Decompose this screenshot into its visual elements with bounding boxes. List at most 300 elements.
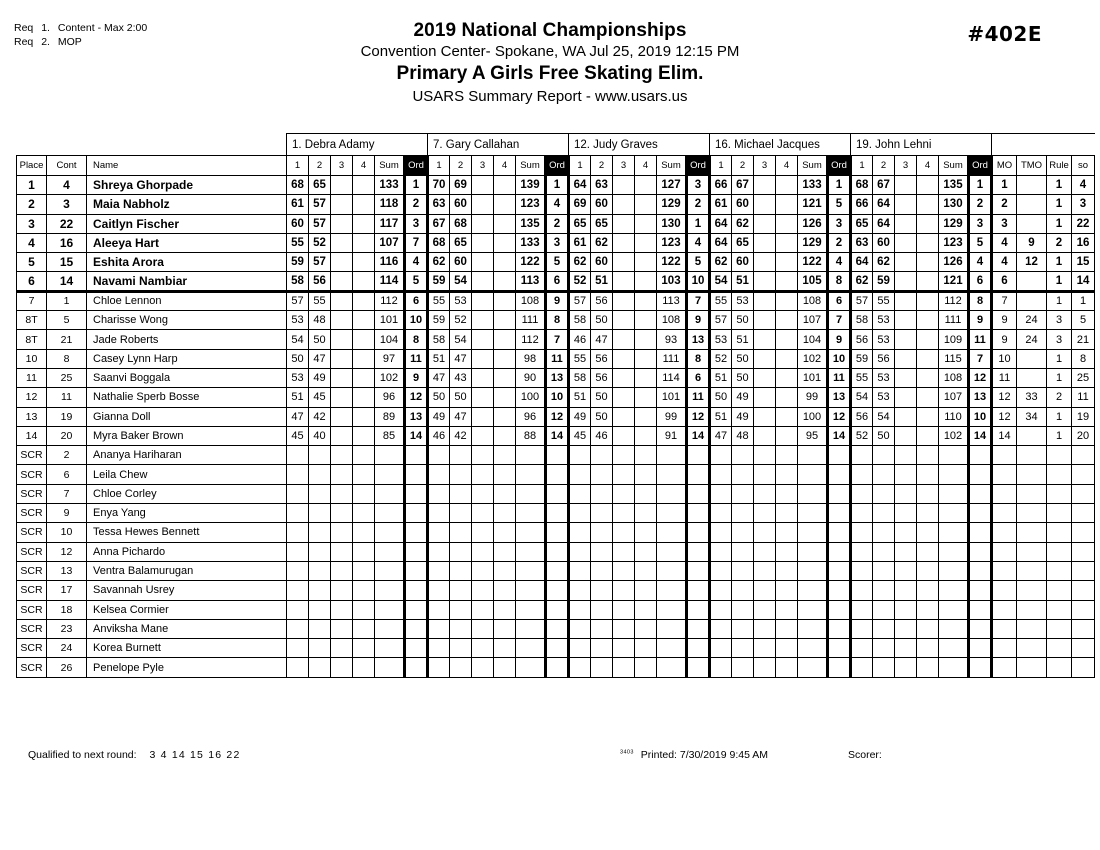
cell-ordinal-j5: 7: [969, 349, 992, 368]
venue-datetime: Convention Center- Spokane, WA Jul 25, 2019 12:15 PM: [360, 43, 740, 60]
cell-sum-j1: [375, 639, 405, 658]
cell-ordinal-j1: 11: [405, 349, 428, 368]
cell-score-j5-e2: 53: [873, 368, 895, 387]
cell-sum-j5: 115: [939, 349, 969, 368]
cell-so: 25: [1072, 368, 1095, 387]
cell-sum-j5: 110: [939, 407, 969, 426]
cell-score-j3-e1: 51: [569, 388, 591, 407]
cell-score-j3-e4: [635, 504, 657, 523]
cell-score-j4-e3: [754, 176, 776, 195]
cell-place: 10: [17, 349, 47, 368]
cell-score-j2-e1: 68: [428, 233, 450, 252]
column-header-ord-j4: Ord: [828, 156, 851, 176]
cell-score-j2-e2: [450, 561, 472, 580]
event-code: #402E: [967, 22, 1042, 46]
cell-score-j1-e1: 60: [287, 214, 309, 233]
column-header-score1-j2: 1: [428, 156, 450, 176]
cell-score-j5-e2: [873, 523, 895, 542]
cell-mo: [992, 465, 1017, 484]
column-header-score1-j1: 1: [287, 156, 309, 176]
cell-so: [1072, 581, 1095, 600]
cell-sum-j1: [375, 561, 405, 580]
cell-score-j1-e3: [331, 619, 353, 638]
cell-skater-name: Anna Pichardo: [87, 542, 287, 561]
cell-score-j4-e2: [732, 581, 754, 600]
cell-score-j3-e1: [569, 504, 591, 523]
cell-score-j5-e2: 60: [873, 233, 895, 252]
cell-ordinal-j3: [687, 581, 710, 600]
cell-rule: [1047, 465, 1072, 484]
cell-score-j5-e4: [917, 195, 939, 214]
cell-sum-j2: [516, 600, 546, 619]
cell-ordinal-j5: 2: [969, 195, 992, 214]
judge-name-5: 19. John Lehni: [851, 134, 992, 156]
cell-score-j1-e4: [353, 465, 375, 484]
cell-score-j2-e3: [472, 639, 494, 658]
cell-sum-j2: [516, 484, 546, 503]
cell-score-j2-e3: [472, 426, 494, 445]
cell-score-j5-e3: [895, 465, 917, 484]
cell-skater-name: Ventra Balamurugan: [87, 561, 287, 580]
cell-tmo: [1017, 465, 1047, 484]
cell-sum-j2: [516, 504, 546, 523]
cell-score-j3-e1: 58: [569, 368, 591, 387]
cell-ordinal-j4: 9: [828, 330, 851, 349]
cell-score-j2-e1: 47: [428, 368, 450, 387]
cell-ordinal-j4: [828, 581, 851, 600]
cell-score-j4-e1: 53: [710, 330, 732, 349]
cell-score-j2-e4: [494, 272, 516, 291]
cell-score-j1-e4: [353, 600, 375, 619]
cell-rule: 1: [1047, 272, 1072, 291]
cell-score-j4-e1: [710, 504, 732, 523]
cell-ordinal-j4: 6: [828, 291, 851, 310]
cell-ordinal-j1: 9: [405, 368, 428, 387]
cell-so: [1072, 639, 1095, 658]
cell-score-j2-e2: [450, 619, 472, 638]
cell-sum-j1: 117: [375, 214, 405, 233]
cell-score-j4-e4: [776, 388, 798, 407]
cell-score-j4-e3: [754, 368, 776, 387]
cell-score-j2-e1: 50: [428, 388, 450, 407]
cell-score-j2-e1: [428, 504, 450, 523]
cell-score-j1-e2: [309, 523, 331, 542]
cell-score-j4-e1: [710, 600, 732, 619]
cell-score-j4-e4: [776, 195, 798, 214]
cell-sum-j4: [798, 504, 828, 523]
cell-ordinal-j4: [828, 658, 851, 677]
cell-tmo: [1017, 176, 1047, 195]
cell-score-j1-e1: [287, 446, 309, 465]
cell-score-j4-e1: [710, 639, 732, 658]
cell-score-j3-e3: [613, 426, 635, 445]
table-row: [17, 272, 1095, 291]
cell-score-j1-e2: 42: [309, 407, 331, 426]
cell-ordinal-j5: [969, 619, 992, 638]
cell-score-j4-e2: 67: [732, 176, 754, 195]
cell-so: 8: [1072, 349, 1095, 368]
cell-score-j2-e3: [472, 619, 494, 638]
cell-score-j2-e4: [494, 658, 516, 677]
cell-score-j4-e4: [776, 600, 798, 619]
cell-score-j5-e4: [917, 523, 939, 542]
cell-score-j3-e3: [613, 388, 635, 407]
cell-sum-j5: [939, 542, 969, 561]
cell-ordinal-j3: 10: [687, 272, 710, 291]
cell-score-j3-e2: 47: [591, 330, 613, 349]
cell-so: 15: [1072, 253, 1095, 272]
cell-ordinal-j5: 13: [969, 388, 992, 407]
cell-score-j3-e2: 46: [591, 426, 613, 445]
cell-score-j2-e2: [450, 581, 472, 600]
cell-contestant-number: 11: [47, 388, 87, 407]
cell-score-j2-e1: 59: [428, 272, 450, 291]
cell-place: 3: [17, 214, 47, 233]
cell-sum-j1: [375, 446, 405, 465]
cell-score-j4-e1: 51: [710, 407, 732, 426]
cell-score-j4-e4: [776, 658, 798, 677]
cell-sum-j1: [375, 465, 405, 484]
cell-ordinal-j5: [969, 581, 992, 600]
cell-ordinal-j3: 11: [687, 388, 710, 407]
cell-score-j2-e2: 54: [450, 330, 472, 349]
cell-ordinal-j4: [828, 446, 851, 465]
cell-score-j2-e4: [494, 214, 516, 233]
cell-score-j1-e1: 57: [287, 291, 309, 310]
cell-sum-j4: 133: [798, 176, 828, 195]
cell-tmo: 33: [1017, 388, 1047, 407]
cell-score-j2-e3: [472, 581, 494, 600]
cell-ordinal-j1: [405, 639, 428, 658]
cell-score-j4-e1: 54: [710, 272, 732, 291]
cell-score-j5-e1: [851, 484, 873, 503]
cell-score-j5-e2: 56: [873, 349, 895, 368]
cell-score-j3-e3: [613, 600, 635, 619]
cell-score-j2-e4: [494, 465, 516, 484]
cell-score-j5-e4: [917, 311, 939, 330]
cell-score-j3-e4: [635, 658, 657, 677]
requirement-number: 2.: [41, 35, 50, 48]
column-header-so: so: [1072, 156, 1095, 176]
cell-score-j4-e1: 64: [710, 214, 732, 233]
cell-sum-j2: [516, 658, 546, 677]
cell-sum-j1: 107: [375, 233, 405, 252]
cell-score-j4-e2: 49: [732, 388, 754, 407]
cell-so: [1072, 446, 1095, 465]
cell-sum-j3: [657, 658, 687, 677]
cell-sum-j3: 111: [657, 349, 687, 368]
requirement-label: Req: [14, 22, 34, 34]
cell-mo: 7: [992, 291, 1017, 310]
cell-score-j4-e3: [754, 619, 776, 638]
judge-name-4: 16. Michael Jacques: [710, 134, 851, 156]
cell-score-j1-e1: [287, 600, 309, 619]
cell-score-j1-e2: 56: [309, 272, 331, 291]
cell-score-j4-e4: [776, 504, 798, 523]
cell-score-j4-e1: 47: [710, 426, 732, 445]
cell-score-j2-e3: [472, 600, 494, 619]
cell-ordinal-j2: [546, 465, 569, 484]
cell-sum-j5: [939, 561, 969, 580]
cell-ordinal-j3: 5: [687, 253, 710, 272]
cell-tmo: [1017, 349, 1047, 368]
table-row: [17, 542, 1095, 561]
cell-sum-j1: 96: [375, 388, 405, 407]
cell-place: 11: [17, 368, 47, 387]
cell-score-j2-e1: 62: [428, 253, 450, 272]
cell-sum-j5: [939, 600, 969, 619]
cell-score-j2-e1: [428, 542, 450, 561]
cell-score-j4-e1: [710, 658, 732, 677]
cell-score-j5-e4: [917, 272, 939, 291]
cell-ordinal-j5: [969, 465, 992, 484]
cell-so: 5: [1072, 311, 1095, 330]
cell-score-j3-e4: [635, 407, 657, 426]
cell-score-j4-e3: [754, 311, 776, 330]
cell-score-j2-e2: 69: [450, 176, 472, 195]
cell-score-j5-e3: [895, 542, 917, 561]
cell-ordinal-j3: 1: [687, 214, 710, 233]
table-row: [17, 291, 1095, 310]
cell-score-j5-e4: [917, 600, 939, 619]
cell-ordinal-j5: 1: [969, 176, 992, 195]
cell-place: SCR: [17, 523, 47, 542]
cell-sum-j1: 101: [375, 311, 405, 330]
cell-score-j5-e4: [917, 658, 939, 677]
cell-score-j3-e3: [613, 561, 635, 580]
cell-ordinal-j4: [828, 542, 851, 561]
column-header-score1-j4: 1: [710, 156, 732, 176]
cell-score-j3-e2: [591, 542, 613, 561]
cell-rule: [1047, 619, 1072, 638]
cell-score-j1-e4: [353, 658, 375, 677]
cell-score-j1-e4: [353, 176, 375, 195]
cell-score-j3-e3: [613, 330, 635, 349]
cell-score-j1-e1: [287, 561, 309, 580]
cell-contestant-number: 10: [47, 523, 87, 542]
table-row: [17, 233, 1095, 252]
cell-score-j5-e4: [917, 581, 939, 600]
cell-score-j4-e2: [732, 465, 754, 484]
cell-sum-j3: 101: [657, 388, 687, 407]
cell-sum-j2: 96: [516, 407, 546, 426]
printed-timestamp: 7/30/2019 9:45 AM: [679, 749, 769, 761]
cell-score-j5-e1: 63: [851, 233, 873, 252]
table-row: [17, 195, 1095, 214]
cell-rule: 1: [1047, 291, 1072, 310]
cell-ordinal-j1: [405, 465, 428, 484]
cell-score-j4-e1: [710, 581, 732, 600]
cell-sum-j1: 114: [375, 272, 405, 291]
cell-score-j1-e3: [331, 426, 353, 445]
cell-score-j5-e4: [917, 330, 939, 349]
cell-score-j3-e1: [569, 600, 591, 619]
cell-score-j3-e4: [635, 368, 657, 387]
cell-ordinal-j5: 4: [969, 253, 992, 272]
cell-score-j1-e4: [353, 233, 375, 252]
cell-sum-j3: 114: [657, 368, 687, 387]
judge-name-1: 1. Debra Adamy: [287, 134, 428, 156]
cell-skater-name: Gianna Doll: [87, 407, 287, 426]
cell-score-j2-e2: 50: [450, 388, 472, 407]
cell-tmo: [1017, 523, 1047, 542]
cell-sum-j1: [375, 484, 405, 503]
cell-sum-j2: [516, 581, 546, 600]
cell-score-j2-e4: [494, 523, 516, 542]
cell-score-j3-e2: 60: [591, 195, 613, 214]
cell-so: [1072, 561, 1095, 580]
cell-score-j5-e1: [851, 504, 873, 523]
cell-skater-name: Saanvi Boggala: [87, 368, 287, 387]
cell-score-j3-e3: [613, 349, 635, 368]
cell-score-j4-e2: 49: [732, 407, 754, 426]
cell-score-j3-e3: [613, 253, 635, 272]
cell-ordinal-j5: 3: [969, 214, 992, 233]
cell-score-j5-e2: 64: [873, 214, 895, 233]
cell-ordinal-j4: [828, 600, 851, 619]
cell-score-j1-e1: [287, 484, 309, 503]
cell-tmo: [1017, 214, 1047, 233]
cell-so: [1072, 484, 1095, 503]
cell-score-j3-e3: [613, 484, 635, 503]
cell-skater-name: Jade Roberts: [87, 330, 287, 349]
cell-ordinal-j4: [828, 639, 851, 658]
column-header-ord-j3: Ord: [687, 156, 710, 176]
cell-tmo: [1017, 368, 1047, 387]
column-header-score4-j3: 4: [635, 156, 657, 176]
cell-skater-name: Aleeya Hart: [87, 233, 287, 252]
cell-score-j4-e2: [732, 639, 754, 658]
cell-tmo: [1017, 561, 1047, 580]
cell-score-j5-e1: 56: [851, 407, 873, 426]
cell-score-j1-e3: [331, 330, 353, 349]
cell-score-j1-e2: 57: [309, 253, 331, 272]
cell-score-j5-e4: [917, 291, 939, 310]
cell-score-j4-e3: [754, 484, 776, 503]
qualified-to-next-round: [28, 749, 240, 761]
cell-ordinal-j2: 14: [546, 426, 569, 445]
cell-score-j3-e1: [569, 484, 591, 503]
cell-tmo: [1017, 600, 1047, 619]
cell-score-j3-e3: [613, 176, 635, 195]
cell-score-j2-e1: [428, 639, 450, 658]
cell-ordinal-j3: 9: [687, 311, 710, 330]
cell-rule: [1047, 446, 1072, 465]
cell-rule: 1: [1047, 349, 1072, 368]
cell-ordinal-j3: [687, 600, 710, 619]
cell-rule: [1047, 523, 1072, 542]
cell-score-j2-e2: 47: [450, 407, 472, 426]
cell-sum-j2: [516, 561, 546, 580]
cell-score-j1-e2: 57: [309, 195, 331, 214]
cell-score-j1-e3: [331, 600, 353, 619]
cell-score-j3-e2: 50: [591, 388, 613, 407]
cell-score-j2-e3: [472, 465, 494, 484]
cell-score-j2-e1: [428, 465, 450, 484]
cell-rule: 3: [1047, 311, 1072, 330]
cell-ordinal-j5: [969, 484, 992, 503]
cell-skater-name: Kelsea Cormier: [87, 600, 287, 619]
cell-score-j1-e2: [309, 446, 331, 465]
cell-ordinal-j4: [828, 504, 851, 523]
cell-contestant-number: 8: [47, 349, 87, 368]
cell-mo: [992, 504, 1017, 523]
cell-ordinal-j3: 7: [687, 291, 710, 310]
cell-score-j1-e1: [287, 619, 309, 638]
cell-sum-j5: 107: [939, 388, 969, 407]
cell-score-j1-e4: [353, 484, 375, 503]
cell-score-j5-e3: [895, 484, 917, 503]
requirement-text: MOP: [57, 35, 82, 48]
cell-rule: [1047, 658, 1072, 677]
cell-score-j1-e4: [353, 542, 375, 561]
cell-score-j5-e2: [873, 581, 895, 600]
cell-score-j4-e4: [776, 446, 798, 465]
cell-ordinal-j2: [546, 658, 569, 677]
cell-sum-j4: 102: [798, 349, 828, 368]
cell-score-j4-e2: [732, 446, 754, 465]
cell-score-j3-e1: 58: [569, 311, 591, 330]
cell-sum-j1: 118: [375, 195, 405, 214]
cell-score-j3-e4: [635, 195, 657, 214]
cell-score-j4-e3: [754, 504, 776, 523]
cell-ordinal-j2: [546, 523, 569, 542]
cell-score-j3-e1: [569, 465, 591, 484]
printed-label: Printed:: [640, 749, 677, 761]
cell-score-j1-e3: [331, 639, 353, 658]
cell-score-j2-e1: [428, 600, 450, 619]
cell-score-j4-e3: [754, 542, 776, 561]
cell-contestant-number: 24: [47, 639, 87, 658]
cell-ordinal-j3: [687, 484, 710, 503]
column-header-score2-j5: 2: [873, 156, 895, 176]
cell-skater-name: Casey Lynn Harp: [87, 349, 287, 368]
cell-score-j5-e3: [895, 504, 917, 523]
cell-ordinal-j1: 2: [405, 195, 428, 214]
cell-sum-j1: [375, 542, 405, 561]
cell-mo: [992, 542, 1017, 561]
cell-score-j5-e1: [851, 619, 873, 638]
cell-rule: [1047, 561, 1072, 580]
cell-score-j3-e4: [635, 426, 657, 445]
cell-place: 7: [17, 291, 47, 310]
cell-sum-j4: 95: [798, 426, 828, 445]
cell-score-j3-e2: [591, 504, 613, 523]
cell-score-j1-e3: [331, 233, 353, 252]
cell-score-j2-e4: [494, 504, 516, 523]
cell-so: 14: [1072, 272, 1095, 291]
cell-ordinal-j5: 9: [969, 311, 992, 330]
cell-score-j5-e1: [851, 465, 873, 484]
cell-score-j5-e4: [917, 542, 939, 561]
cell-score-j1-e1: 47: [287, 407, 309, 426]
cell-sum-j5: [939, 504, 969, 523]
cell-score-j4-e2: [732, 619, 754, 638]
cell-score-j4-e4: [776, 465, 798, 484]
cell-score-j1-e3: [331, 176, 353, 195]
cell-score-j1-e3: [331, 388, 353, 407]
cell-sum-j1: 104: [375, 330, 405, 349]
cell-score-j3-e3: [613, 214, 635, 233]
cell-sum-j3: [657, 581, 687, 600]
cell-score-j5-e2: 59: [873, 272, 895, 291]
column-header-score2-j2: 2: [450, 156, 472, 176]
cell-skater-name: Korea Burnett: [87, 639, 287, 658]
cell-score-j4-e2: [732, 504, 754, 523]
cell-score-j4-e3: [754, 446, 776, 465]
cell-score-j5-e1: [851, 658, 873, 677]
cell-score-j1-e3: [331, 542, 353, 561]
